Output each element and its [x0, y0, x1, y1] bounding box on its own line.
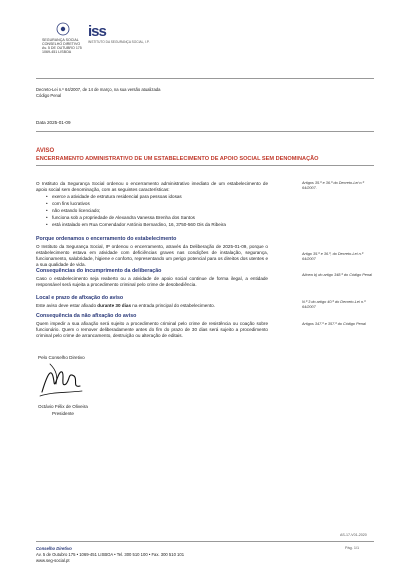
signatory-role: Presidente [52, 411, 74, 416]
header-divider [36, 78, 374, 79]
footer-divider [36, 541, 374, 542]
section-heading-reason: Porque ordenamos o encerramento do estabelecimento [36, 236, 177, 242]
notice-label: AVISO [36, 148, 55, 154]
ss-line-1: SEGURANÇA SOCIAL [42, 38, 79, 42]
location-paragraph: Este aviso deve estar afixado durante 30 dias na entrada principal do estabelecimento. [36, 303, 216, 308]
iss-mark: iss [88, 23, 106, 40]
section-heading-consequences: Consequências do incumprimento da deliberação [36, 268, 162, 274]
signatory-name: Octávio Félix de Oliveira [38, 404, 88, 409]
footer-address: Av. 5 de Outubro 175 • 1069-451 LISBOA • Tel. 300 510 100 • Fax. 300 510 101 [36, 552, 185, 557]
divider [36, 165, 374, 166]
date-label: Data [36, 120, 46, 125]
sidenote: Artigos 35.º e 36.º do Decreto-Lei n.º 64/2007. [302, 181, 364, 190]
sidenote: Alínea b) do artigo 348.º do Código Penal [302, 273, 372, 277]
document-date [36, 120, 71, 125]
section-heading-location: Local e prazo de afixação do aviso [36, 295, 124, 301]
legal-references [36, 87, 206, 98]
consequences-paragraph: Caso o estabelecimento seja reaberto ou a atividade de apoio social continue de forma ilegal, a entidade responsável será sujeita a procedimento criminal pelo crime de desobediência. [36, 276, 268, 287]
footer-org: Conselho Diretivo [36, 546, 72, 551]
iss-subtitle: INSTITUTO DA SEGURANÇA SOCIAL, I.P. [88, 40, 150, 44]
list-item: • está instalado em Rua Comendador António Bernardino, 16, 3750-560 Ois da Ribeira [46, 222, 226, 227]
list-item: • exerce a atividade de estrutura residencial para pessoas idosas [46, 194, 182, 199]
footer-website: www.seg-social.pt [36, 558, 70, 563]
list-item: • não estando licenciado; [46, 208, 101, 213]
date-value: 2025-01-09 [47, 120, 71, 125]
sidenote: Artigos 347.º e 357.º do Código Penal [302, 322, 366, 326]
handwritten-signature [38, 362, 84, 400]
intro-paragraph: O Instituto da Segurança Social ordenou o encerramento administrativo imediato de um estabelecimento de apoio social sem denominação, com as seguintes características: [36, 181, 268, 192]
signature-label: Pelo Conselho Diretivo [38, 355, 85, 360]
reason-paragraph: O Instituto da Segurança Social, IP ordenou o encerramento, através da Deliberação de 2025-01-09, porque o estabelecimento estava em atividade com deficiências graves nas condições de instalação, segurança, funcionamento, salubridade, higiene e conforto, representando um perigo potencial para os direitos dos utentes e a sua qualidade de vida. [36, 244, 268, 267]
ss-line-3: Av. 5 DE OUTUBRO 175 [42, 46, 82, 50]
iss-logo [88, 24, 150, 44]
form-code: AS-17-V01-2020 [340, 533, 367, 537]
section-heading-non-posting: Consequência da não afixação do aviso [36, 313, 137, 319]
divider [36, 131, 374, 132]
ss-line-2: CONSELHO DIRETIVO [42, 42, 81, 46]
ss-line-4: 1069-451 LISBOA [42, 50, 72, 54]
sidenote: Artigo 35.º e 36.º, do Decreto-Lei n.º 64/2007 [302, 252, 364, 261]
code-reference: Código Penal [36, 92, 62, 98]
non-posting-paragraph: Quem impedir a sua afixação será sujeito a procedimento criminal pelo crime de resistência ou coação sobre funcionário. Quem o remover deliberadamente antes do fim do prazo de 30 dias será sujeito a procedimento criminal pelo crime de arrancamento, destruição ou alteração de editais. [36, 321, 268, 338]
list-item: • funciona sob a propriedade de Alexandra Vanessa Brenha dos Santos [46, 215, 195, 220]
list-item: • com fins lucrativos [46, 201, 90, 206]
notice-title: ENCERRAMENTO ADMINISTRATIVO DE UM ESTABELECIMENTO DE APOIO SOCIAL SEM DENOMINAÇÃO [36, 155, 319, 162]
emblem-icon [56, 22, 70, 36]
sidenote: N.º 3 do artigo 40.º do Decreto-Lei n.º 64/2007 [302, 300, 366, 309]
decree-reference: Decreto-Lei n.º 64/2007, de 14 de março, na sua versão atualizada [36, 87, 161, 92]
page-number: Pág. 1/1 [345, 546, 360, 550]
